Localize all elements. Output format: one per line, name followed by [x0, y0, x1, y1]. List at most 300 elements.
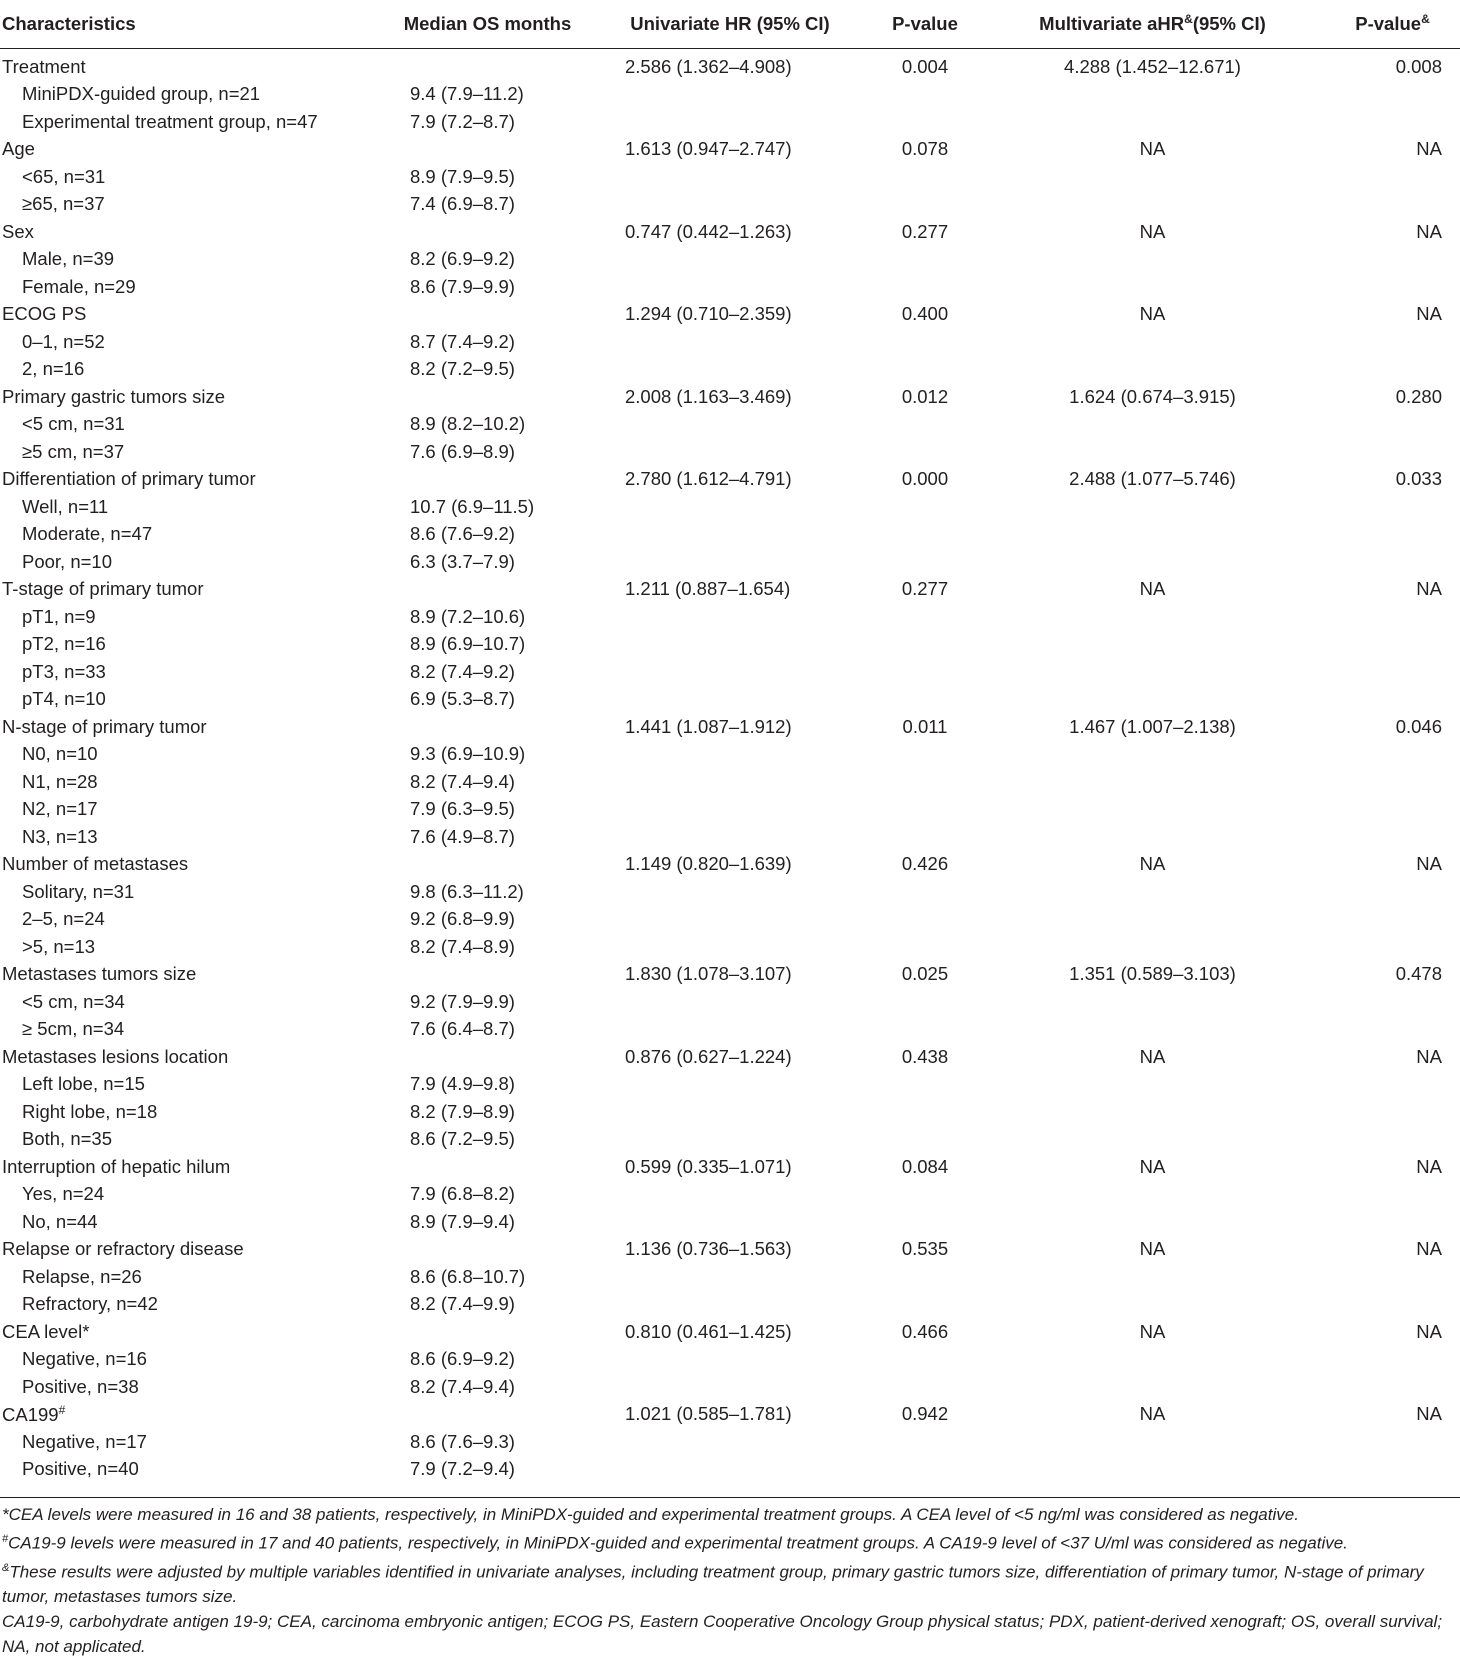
row-multivariate-hr: [980, 1291, 1325, 1319]
row-univariate-hr: [590, 631, 870, 659]
row-multivariate-hr: [980, 768, 1325, 796]
row-multivariate-hr: [980, 1456, 1325, 1490]
row-characteristic: [0, 631, 385, 659]
row-pvalue: [870, 878, 980, 906]
row-pvalue-adjusted: [1325, 273, 1460, 301]
row-multivariate-hr: [980, 1071, 1325, 1099]
header-multivariate-text: Multivariate aHR: [1039, 13, 1185, 35]
footnote-ca199-mark: #: [2, 1533, 9, 1545]
row-label-sup: #: [58, 1402, 66, 1417]
row-pvalue: 0.084: [901, 1155, 949, 1177]
row-label-text: N0, n=10: [22, 743, 98, 765]
row-multivariate-hr: [980, 603, 1325, 631]
row-univariate-hr: [590, 768, 870, 796]
row-pvalue: [870, 521, 980, 549]
row-univariate-hr: [590, 493, 870, 521]
row-multivariate-hr: [980, 163, 1325, 191]
row-median-os: 7.6 (4.9–8.7): [410, 825, 515, 847]
row-pvalue-adjusted: [1325, 328, 1460, 356]
row-pvalue: [870, 1373, 980, 1401]
row-univariate-hr: [590, 438, 870, 466]
row-univariate-hr: [590, 933, 870, 961]
row-pvalue-adjusted: [1325, 411, 1460, 439]
row-label-text: pT1, n=9: [22, 605, 96, 627]
header-pvalue: P-value: [870, 0, 980, 49]
row-multivariate-hr: [980, 328, 1325, 356]
table-row-subgroup: [0, 1098, 1460, 1126]
table-row-variable: [0, 851, 1460, 879]
row-multivariate-hr: [980, 631, 1325, 659]
row-multivariate-hr: [980, 1016, 1325, 1044]
table-row-subgroup: [0, 906, 1460, 934]
row-multivariate-hr: [980, 356, 1325, 384]
row-median-os: 6.3 (3.7–7.9): [410, 550, 515, 572]
row-median-os: 9.4 (7.9–11.2): [410, 83, 524, 105]
row-label-text: Refractory, n=42: [22, 1293, 158, 1315]
row-characteristic: [0, 823, 385, 851]
row-univariate-hr: [590, 81, 870, 109]
row-univariate-hr: 1.613 (0.947–2.747): [625, 138, 792, 160]
row-characteristic: [0, 603, 385, 631]
row-univariate-hr: [590, 411, 870, 439]
row-characteristic: [0, 191, 385, 219]
row-multivariate-hr: 2.488 (1.077–5.746): [1069, 468, 1236, 490]
row-multivariate-hr: [980, 741, 1325, 769]
row-characteristic: [0, 1153, 385, 1181]
footnote-adjusted-mark: &: [2, 1561, 10, 1574]
row-label-text: T-stage of primary tumor: [2, 578, 204, 600]
row-label-text: Number of metastases: [2, 853, 189, 875]
row-median-os: 7.9 (7.2–8.7): [410, 110, 515, 132]
row-median-os: 8.2 (6.9–9.2): [410, 248, 515, 270]
row-multivariate-hr: [980, 823, 1325, 851]
row-characteristic: [0, 411, 385, 439]
row-univariate-hr: [590, 548, 870, 576]
row-univariate-hr: [590, 878, 870, 906]
row-label-text: 0–1, n=52: [22, 330, 105, 352]
row-label-text: No, n=44: [22, 1210, 98, 1232]
table-row-variable: [0, 136, 1460, 164]
row-multivariate-hr: [980, 191, 1325, 219]
row-median-os: 7.9 (6.3–9.5): [410, 798, 515, 820]
table-row-subgroup: [0, 191, 1460, 219]
header-multivariate: [980, 0, 1325, 49]
row-pvalue-adjusted: [1325, 988, 1460, 1016]
footnote-ca199: [0, 1527, 1460, 1556]
table-row-subgroup: [0, 438, 1460, 466]
row-univariate-hr: [590, 906, 870, 934]
table-row-variable: [0, 1236, 1460, 1264]
row-univariate-hr: [590, 356, 870, 384]
row-label-text: Metastases lesions location: [2, 1045, 229, 1067]
row-univariate-hr: [590, 191, 870, 219]
row-pvalue-adjusted: [1325, 741, 1460, 769]
row-univariate-hr: [590, 1456, 870, 1490]
row-pvalue-adjusted: NA: [1416, 220, 1442, 242]
row-label-text: Interruption of hepatic hilum: [2, 1155, 231, 1177]
row-median-os: 7.4 (6.9–8.7): [410, 193, 515, 215]
table-row-subgroup: [0, 411, 1460, 439]
row-pvalue-adjusted: 0.478: [1395, 963, 1442, 985]
row-characteristic: [0, 1208, 385, 1236]
row-pvalue-adjusted: [1325, 1071, 1460, 1099]
table-row-subgroup: [0, 1071, 1460, 1099]
table-row-subgroup: [0, 1291, 1460, 1319]
row-pvalue: 0.011: [902, 715, 948, 737]
row-label-text: 2–5, n=24: [22, 908, 105, 930]
row-pvalue-adjusted: 0.280: [1395, 385, 1442, 407]
row-median-os: 9.2 (7.9–9.9): [410, 990, 515, 1012]
row-median-os: 8.6 (7.6–9.2): [410, 523, 515, 545]
row-multivariate-hr: [980, 438, 1325, 466]
row-multivariate-hr: [980, 81, 1325, 109]
row-univariate-hr: 1.441 (1.087–1.912): [625, 715, 792, 737]
row-pvalue-adjusted: [1325, 81, 1460, 109]
row-median-os: 7.9 (4.9–9.8): [410, 1073, 515, 1095]
row-characteristic: [0, 961, 385, 989]
row-median-os: [385, 961, 590, 989]
row-median-os: [385, 1401, 590, 1429]
row-univariate-hr: [590, 1373, 870, 1401]
row-characteristic: [0, 163, 385, 191]
row-univariate-hr: [590, 1263, 870, 1291]
row-univariate-hr: 1.294 (0.710–2.359): [625, 303, 792, 325]
row-median-os: 9.2 (6.8–9.9): [410, 908, 515, 930]
row-characteristic: [0, 796, 385, 824]
row-pvalue-adjusted: [1325, 548, 1460, 576]
row-label-text: Yes, n=24: [22, 1183, 105, 1205]
table-header: [0, 0, 1460, 49]
row-pvalue-adjusted: [1325, 163, 1460, 191]
row-label-text: Metastases tumors size: [2, 963, 197, 985]
row-median-os: 7.6 (6.9–8.9): [410, 440, 515, 462]
row-pvalue-adjusted: [1325, 191, 1460, 219]
row-univariate-hr: [590, 328, 870, 356]
row-median-os: 8.2 (7.4–9.2): [410, 660, 515, 682]
row-pvalue: [870, 108, 980, 136]
row-multivariate-hr: [980, 1098, 1325, 1126]
row-label-text: pT3, n=33: [22, 660, 106, 682]
row-median-os: 8.2 (7.4–9.4): [410, 770, 515, 792]
row-characteristic: [0, 383, 385, 411]
row-multivariate-hr: [980, 988, 1325, 1016]
row-characteristic: [0, 576, 385, 604]
row-median-os: 7.9 (6.8–8.2): [410, 1183, 515, 1205]
row-characteristic: [0, 686, 385, 714]
row-characteristic: [0, 906, 385, 934]
row-pvalue-adjusted: NA: [1416, 303, 1442, 325]
row-label-text: N2, n=17: [22, 798, 98, 820]
row-univariate-hr: [590, 796, 870, 824]
row-label-text: pT4, n=10: [22, 688, 106, 710]
row-median-os: 7.9 (7.2–9.4): [410, 1458, 515, 1480]
row-label-text: Differentiation of primary tumor: [2, 468, 256, 490]
row-median-os: 8.2 (7.4–9.9): [410, 1293, 515, 1315]
row-univariate-hr: [590, 273, 870, 301]
row-label-text: Negative, n=17: [22, 1430, 147, 1452]
footnote-ca199-text: CA19-9 levels were measured in 17 and 40 patients, respectively, in MiniPDX-guided and experimental treatment groups. A CA19-9 level of <37 U/ml was considered as negative.: [8, 1533, 1348, 1553]
row-label-text: >5, n=13: [22, 935, 96, 957]
table-row-variable: [0, 218, 1460, 246]
row-label-text: Female, n=29: [22, 275, 136, 297]
row-characteristic: [0, 328, 385, 356]
row-characteristic: [0, 273, 385, 301]
row-label-text: ≥ 5cm, n=34: [22, 1018, 125, 1040]
row-median-os: 8.6 (6.8–10.7): [410, 1265, 526, 1287]
row-pvalue: 0.004: [901, 55, 949, 77]
table-row-subgroup: [0, 1373, 1460, 1401]
row-label-text: Relapse, n=26: [22, 1265, 142, 1287]
row-characteristic: [0, 658, 385, 686]
row-median-os: 8.2 (7.9–8.9): [410, 1100, 515, 1122]
row-multivariate-hr: [980, 686, 1325, 714]
row-label-text: pT2, n=16: [22, 633, 106, 655]
row-pvalue: 0.535: [901, 1238, 949, 1260]
row-multivariate-hr: 1.351 (0.589–3.103): [1069, 963, 1236, 985]
row-pvalue: 0.426: [901, 853, 949, 875]
row-median-os: 8.6 (7.6–9.3): [410, 1430, 515, 1452]
row-median-os: [385, 1153, 590, 1181]
footnote-adjusted-text: These results were adjusted by multiple variables identified in univariate analyses, including treatment group, primary gastric tumors size, differentiation of primary tumor, N-stage of primary tumor, metastases tumors size.: [2, 1562, 1424, 1607]
header-univariate: Univariate HR (95% CI): [590, 0, 870, 49]
row-characteristic: [0, 933, 385, 961]
row-label-text: Negative, n=16: [22, 1348, 147, 1370]
row-multivariate-hr: [980, 796, 1325, 824]
row-pvalue: 0.942: [901, 1403, 949, 1425]
row-multivariate-hr: [980, 273, 1325, 301]
row-univariate-hr: [590, 108, 870, 136]
row-pvalue: 0.277: [901, 578, 949, 600]
row-multivariate-hr: NA: [1139, 303, 1166, 325]
row-label-text: ≥65, n=37: [22, 193, 105, 215]
table-row-subgroup: [0, 246, 1460, 274]
row-pvalue: 0.277: [901, 220, 949, 242]
row-label-text: <65, n=31: [22, 165, 106, 187]
row-characteristic: [0, 1291, 385, 1319]
row-median-os: 6.9 (5.3–8.7): [410, 688, 515, 710]
row-pvalue-adjusted: [1325, 1016, 1460, 1044]
row-univariate-hr: 1.211 (0.887–1.654): [625, 578, 791, 600]
row-pvalue: [870, 768, 980, 796]
header-multivariate-sup: &: [1184, 12, 1193, 27]
row-label-text: Positive, n=40: [22, 1458, 139, 1480]
row-multivariate-hr: NA: [1139, 1403, 1166, 1425]
row-median-os: 8.7 (7.4–9.2): [410, 330, 515, 352]
row-multivariate-hr: 4.288 (1.452–12.671): [1064, 55, 1241, 77]
row-pvalue-adjusted: [1325, 493, 1460, 521]
row-pvalue-adjusted: [1325, 1181, 1460, 1209]
row-median-os: [385, 49, 590, 81]
table-row-subgroup: [0, 796, 1460, 824]
table-row-subgroup: [0, 548, 1460, 576]
table-row-subgroup: [0, 988, 1460, 1016]
row-label-text: Age: [2, 138, 35, 160]
row-multivariate-hr: [980, 658, 1325, 686]
row-characteristic: [0, 1181, 385, 1209]
row-characteristic: [0, 466, 385, 494]
row-median-os: 8.9 (6.9–10.7): [410, 633, 526, 655]
row-univariate-hr: [590, 1181, 870, 1209]
row-pvalue: 0.400: [901, 303, 949, 325]
row-median-os: [385, 218, 590, 246]
table-row-subgroup: [0, 163, 1460, 191]
row-pvalue-adjusted: [1325, 1428, 1460, 1456]
row-characteristic: [0, 1346, 385, 1374]
row-multivariate-hr: 1.624 (0.674–3.915): [1069, 385, 1236, 407]
row-median-os: 9.8 (6.3–11.2): [410, 880, 524, 902]
row-characteristic: [0, 1318, 385, 1346]
row-label-text: Relapse or refractory disease: [2, 1238, 244, 1260]
row-univariate-hr: [590, 1428, 870, 1456]
row-characteristic: [0, 878, 385, 906]
row-pvalue-adjusted: [1325, 521, 1460, 549]
row-pvalue-adjusted: NA: [1416, 1238, 1442, 1260]
row-label-text: Treatment: [2, 55, 86, 77]
row-univariate-hr: [590, 246, 870, 274]
row-label-text: MiniPDX-guided group, n=21: [22, 83, 261, 105]
row-characteristic: [0, 851, 385, 879]
row-multivariate-hr: NA: [1139, 1155, 1166, 1177]
row-pvalue-adjusted: [1325, 356, 1460, 384]
row-characteristic: [0, 1071, 385, 1099]
row-characteristic: [0, 713, 385, 741]
row-label-text: N-stage of primary tumor: [2, 715, 207, 737]
table-row-subgroup: [0, 878, 1460, 906]
row-pvalue: [870, 438, 980, 466]
row-label-text: Well, n=11: [22, 495, 109, 517]
table-row-subgroup: [0, 933, 1460, 961]
row-median-os: 8.2 (7.2–9.5): [410, 358, 515, 380]
table-row-variable: [0, 466, 1460, 494]
row-characteristic: [0, 81, 385, 109]
row-univariate-hr: [590, 686, 870, 714]
row-pvalue-adjusted: [1325, 1208, 1460, 1236]
row-pvalue: [870, 906, 980, 934]
table-row-subgroup: [0, 108, 1460, 136]
row-pvalue-adjusted: 0.008: [1395, 55, 1442, 77]
table-row-subgroup: [0, 658, 1460, 686]
row-univariate-hr: 0.810 (0.461–1.425): [625, 1320, 792, 1342]
row-pvalue: [870, 1126, 980, 1154]
row-pvalue-adjusted: NA: [1416, 1045, 1442, 1067]
row-label-text: CEA level*: [2, 1320, 90, 1342]
row-multivariate-hr: [980, 1263, 1325, 1291]
row-univariate-hr: [590, 988, 870, 1016]
table-row-subgroup: [0, 1346, 1460, 1374]
row-univariate-hr: [590, 658, 870, 686]
row-characteristic: [0, 1428, 385, 1456]
row-characteristic: [0, 1126, 385, 1154]
row-univariate-hr: 1.149 (0.820–1.639): [625, 853, 792, 875]
row-multivariate-hr: NA: [1139, 1320, 1166, 1342]
row-pvalue: [870, 328, 980, 356]
row-characteristic: [0, 1098, 385, 1126]
row-univariate-hr: 1.021 (0.585–1.781): [625, 1403, 792, 1425]
row-pvalue-adjusted: [1325, 878, 1460, 906]
row-multivariate-hr: [980, 1346, 1325, 1374]
row-multivariate-hr: [980, 411, 1325, 439]
row-multivariate-hr: 1.467 (1.007–2.138): [1069, 715, 1236, 737]
row-univariate-hr: 2.780 (1.612–4.791): [625, 468, 792, 490]
row-label-text: Solitary, n=31: [22, 880, 135, 902]
row-label-text: Male, n=39: [22, 248, 115, 270]
table-row-subgroup: [0, 493, 1460, 521]
row-pvalue-adjusted: [1325, 438, 1460, 466]
row-label-text: N3, n=13: [22, 825, 98, 847]
row-univariate-hr: [590, 1346, 870, 1374]
row-pvalue: [870, 1098, 980, 1126]
row-multivariate-hr: [980, 1428, 1325, 1456]
row-pvalue: [870, 1456, 980, 1490]
table-row-variable: [0, 576, 1460, 604]
row-pvalue: [870, 631, 980, 659]
row-pvalue: [870, 356, 980, 384]
row-median-os: [385, 576, 590, 604]
row-label-text: Primary gastric tumors size: [2, 385, 226, 407]
row-median-os: [385, 1318, 590, 1346]
table-row-subgroup: [0, 741, 1460, 769]
row-univariate-hr: 0.876 (0.627–1.224): [625, 1045, 792, 1067]
row-pvalue-adjusted: [1325, 1291, 1460, 1319]
row-label-text: ≥5 cm, n=37: [22, 440, 125, 462]
row-univariate-hr: 1.136 (0.736–1.563): [625, 1238, 792, 1260]
table-row-variable: [0, 383, 1460, 411]
row-pvalue: [870, 603, 980, 631]
row-characteristic: [0, 1043, 385, 1071]
row-univariate-hr: [590, 1098, 870, 1126]
row-label-text: Experimental treatment group, n=47: [22, 110, 318, 132]
row-multivariate-hr: [980, 1373, 1325, 1401]
row-median-os: [385, 713, 590, 741]
row-pvalue: [870, 1291, 980, 1319]
row-pvalue: [870, 1346, 980, 1374]
row-pvalue: [870, 1071, 980, 1099]
row-characteristic: [0, 1263, 385, 1291]
row-univariate-hr: [590, 521, 870, 549]
row-multivariate-hr: [980, 1181, 1325, 1209]
header-characteristics: Characteristics: [0, 0, 385, 49]
row-univariate-hr: [590, 1071, 870, 1099]
table-row-subgroup: [0, 768, 1460, 796]
row-pvalue: 0.000: [901, 468, 949, 490]
row-characteristic: [0, 301, 385, 329]
row-multivariate-hr: [980, 493, 1325, 521]
row-multivariate-hr: NA: [1139, 1238, 1166, 1260]
row-median-os: 8.6 (7.2–9.5): [410, 1128, 515, 1150]
table-row-subgroup: [0, 1263, 1460, 1291]
row-pvalue-adjusted: [1325, 686, 1460, 714]
row-univariate-hr: [590, 1208, 870, 1236]
row-pvalue-adjusted: NA: [1416, 1320, 1442, 1342]
row-multivariate-hr: [980, 108, 1325, 136]
row-median-os: [385, 1043, 590, 1071]
row-pvalue: [870, 548, 980, 576]
row-pvalue-adjusted: [1325, 1263, 1460, 1291]
row-pvalue-adjusted: NA: [1416, 1403, 1442, 1425]
table-row-variable: [0, 1043, 1460, 1071]
row-pvalue-adjusted: NA: [1416, 1155, 1442, 1177]
row-univariate-hr: 0.747 (0.442–1.263): [625, 220, 792, 242]
row-multivariate-hr: NA: [1139, 220, 1166, 242]
row-pvalue-adjusted: [1325, 933, 1460, 961]
row-pvalue: [870, 246, 980, 274]
row-pvalue: [870, 493, 980, 521]
row-pvalue: [870, 823, 980, 851]
row-pvalue: 0.025: [901, 963, 949, 985]
footnote-abbreviations: CA19-9, carbohydrate antigen 19-9; CEA, carcinoma embryonic antigen; ECOG PS, Eastern Cooperative Oncology Group physical status; PDX, patient-derived xenograft; OS, overall survival; NA, not applicated.: [2, 1612, 1443, 1657]
row-characteristic: [0, 741, 385, 769]
row-label-text: Left lobe, n=15: [22, 1073, 145, 1095]
